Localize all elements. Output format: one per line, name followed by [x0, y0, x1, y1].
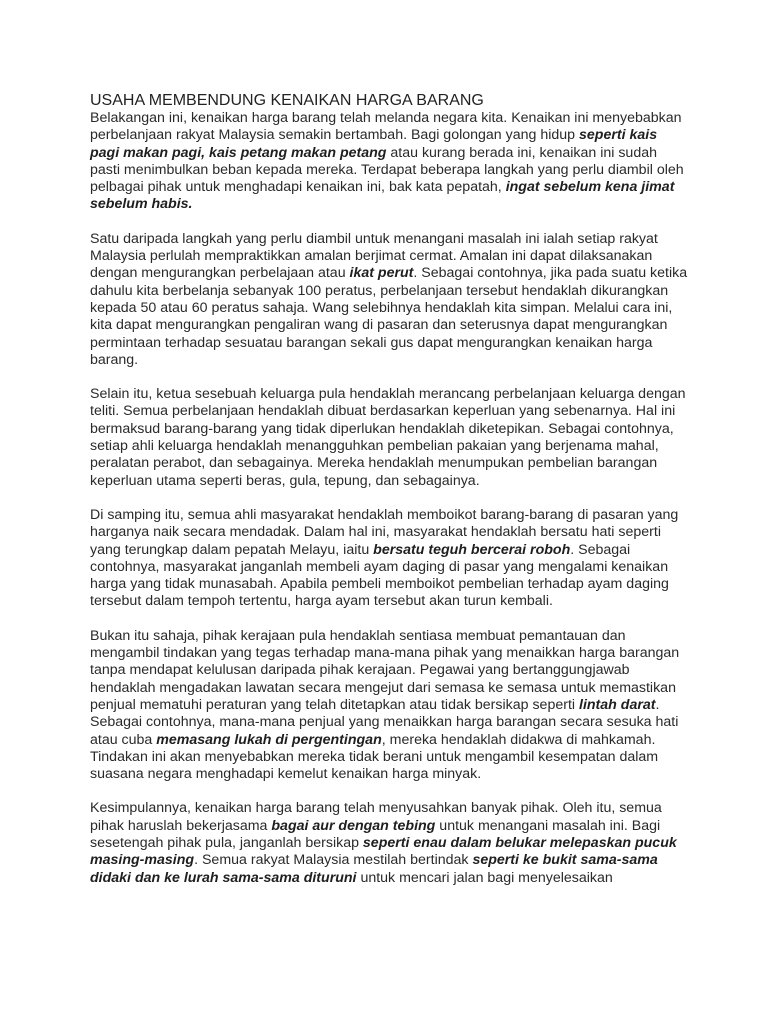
p6-text-a: Kesimpulannya, kenaikan harga barang telah menyusahkan banyak pihak. Oleh itu, semua pihak haruslah bekerjasama: [90, 800, 662, 834]
p1-idiom-1: seperti kais pagi makan pagi, kais petang makan petang: [90, 127, 658, 161]
p5-text-a: Bukan itu sahaja, pihak kerajaan pula hendaklah sentiasa membuat pemantauan dan mengambil tindakan yang tegas terhadap mana-mana pihak yang menaikkan harga barangan tanpa mendapat kelulusan daripada pihak kerajaan. Pegawai yang bertanggungjawab hendaklah mengadakan lawatan secara mengejut dari semasa ke semasa untuk memastikan penjual mematuhi peraturan yang telah ditetapkan atau tidak bersikap seperti: [90, 627, 680, 713]
p6-text-d: . Semua rakyat Malaysia mestilah bertindak: [194, 852, 473, 869]
p1-text-a: Belakangan ini, kenaikan harga barang telah melanda negara kita. Kenaikan ini menyebabkan perbelanjaan rakyat Malaysia semakin bertambah. Bagi golongan yang hidup: [90, 110, 682, 144]
paragraph-conclusion: [90, 800, 690, 886]
document-title: USAHA MEMBENDUNG KENAIKAN HARGA BARANG: [90, 92, 484, 109]
paragraph-point-4: [90, 628, 690, 784]
p5-text-d: , mereka hendaklah didakwa di mahkamah. Tindakan ini akan menyebabkan mereka tidak berani untuk mengambil kesempatan dalam suasana negara menghadapi kemelut kenaikan harga minyak.: [90, 731, 659, 783]
p3-text-a: Selain itu, ketua sesebuah keluarga pula hendaklah merancang perbelanjaan keluarga dengan teliti. Semua perbelanjaan hendaklah dibuat berdasarkan keperluan yang sebenarnya. Hal ini bermaksud barang-barang yang tidak diperlukan hendaklah diketepikan. Sebagai contohnya, setiap ahli keluarga hendaklah menangguhkan pembelian pakaian yang berjenama mahal, peralatan perabot, dan sebagainya. Mereka hendaklah menumpukan pembelian barangan keperluan utama seperti beras, gula, tepung, dan sebagainya.: [90, 386, 686, 489]
p4-text-a: Di samping itu, semua ahli masyarakat hendaklah memboikot barang-barang di pasaran yang harganya naik secara mendadak. Dalam hal ini, masyarakat hendaklah bersatu hati seperti yang terungkap dalam pepatah Melayu, iaitu: [90, 506, 679, 558]
p6-idiom-3: seperti ke bukit sama-sama didaki dan ke lurah sama-sama dituruni: [90, 852, 658, 886]
p6-text-e: untuk mencari jalan bagi menyelesaikan: [356, 869, 613, 886]
p6-text-c: untuk menangani masalah ini. Bagi sesetengah pihak pula, janganlah bersikap: [90, 817, 661, 851]
p2-idiom-1: ikat perut: [349, 265, 414, 282]
paragraph-point-3: [90, 507, 690, 611]
p6-idiom-1: bagai aur dengan tebing: [271, 817, 436, 834]
p2-text-a: Satu daripada langkah yang perlu diambil untuk menangani masalah ini ialah setiap rakyat Malaysia perlulah mempraktikkan amalan berjimat cermat. Amalan ini dapat dilaksanakan dengan mengurangkan perbelajaan atau: [90, 230, 658, 282]
p1-idiom-2: ingat sebelum kena jimat sebelum habis.: [90, 179, 675, 213]
p5-idiom-1: lintah darat: [579, 696, 656, 713]
paragraph-point-1: [90, 231, 690, 369]
p6-idiom-2: seperti enau dalam belukar melepaskan pucuk masing-masing: [90, 834, 677, 869]
p4-idiom-1: bersatu teguh bercerai roboh: [373, 541, 571, 558]
p2-text-c: . Sebagai contohnya, jika pada suatu ketika dahulu kita berbelanja sebanyak 100 peratus, perbelanjaan tersebut hendaklah dikurangkan kepada 50 atau 60 peratus sahaja. Wang selebihnya hendaklah kita simpan. Melalui cara ini, kita dapat mengurangkan pengaliran wang di pasaran dan seterusnya dapat mengurangkan permintaan terhadap sesuatau barangan sekali gus dapat mengurangkan kenaikan harga barang.: [90, 265, 688, 368]
p1-text-c: atau kurang berada ini, kenaikan ini sudah pasti menimbulkan beban kepada mereka. Terdapat beberapa langkah yang perlu diambil oleh pelbagai pihak untuk menghadapi kenaikan ini, bak kata pepatah,: [90, 144, 684, 196]
p4-text-c: . Sebagai contohnya, masyarakat janganlah membeli ayam daging di pasar yang mengalami kenaikan harga yang tidak munasabah. Apabila pembeli memboikot pembelian terhadap ayam daging tersebut dalam tempoh tertentu, harga ayam tersebut akan turun kembali.: [90, 541, 669, 610]
document-page: [90, 92, 690, 904]
paragraph-introduction: [90, 110, 690, 214]
p5-text-c: . Sebagai contohnya, mana-mana penjual yang menaikkan harga barangan secara sesuka hati atau cuba: [90, 696, 679, 748]
p5-idiom-2: memasang lukah di pergentingan: [156, 731, 382, 748]
paragraph-point-2: [90, 386, 690, 490]
